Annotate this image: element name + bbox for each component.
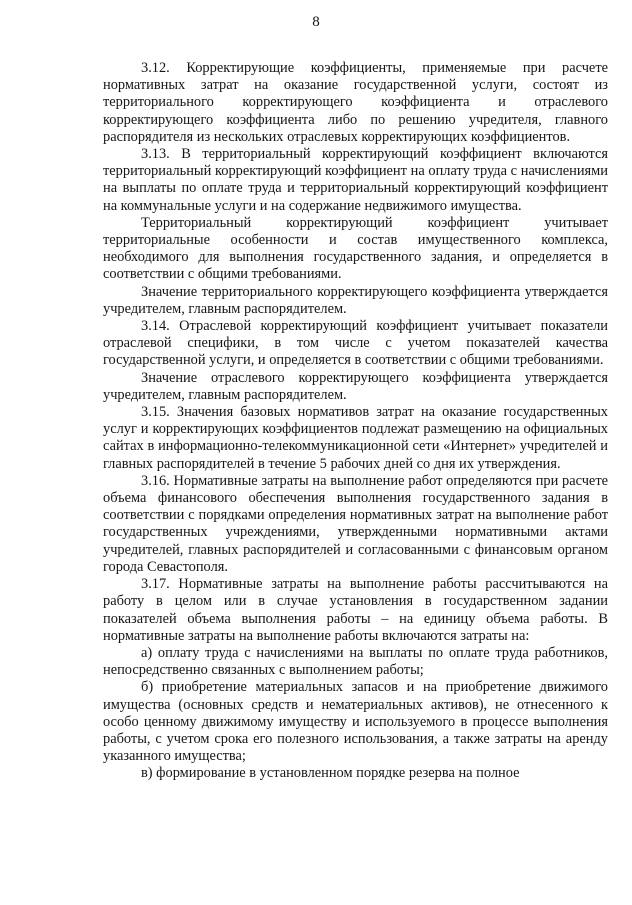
paragraph-territorial-value: Значение территориального корректирующего коэффициента утверждается учредителем, главным распорядителем.	[103, 283, 608, 317]
paragraph-3-13: 3.13. В территориальный корректирующий коэффициент включаются территориальный корректирующий коэффициент на оплату труда с начислениями на выплаты по оплате труда и территориальный корректирующий коэффициент на коммунальные услуги и на содержание недвижимого имущества.	[103, 146, 608, 214]
paragraph-3-17: 3.17. Нормативные затраты на выполнение работы рассчитываются на работу в целом или в случае установления в государственном задании показателей объема выполнения работы – на единицу объема работы. В нормативные затраты на выполнение работы включаются затраты на:	[103, 576, 608, 644]
paragraph-3-14: 3.14. Отраслевой корректирующий коэффициент учитывает показатели отраслевой специфики, в том числе с учетом показателей качества государственной услуги, и определяется в соответствии с общими требованиями.	[103, 318, 608, 369]
paragraph-territorial-coefficient: Территориальный корректирующий коэффициент учитывает территориальные особенности и состав имущественного комплекса, необходимого для выполнения государственного задания, и определяется в соответствии с общими требованиями.	[103, 214, 608, 283]
list-item-a: а) оплату труда с начислениями на выплаты по оплате труда работников, непосредственно связанных с выполнением работы;	[103, 644, 608, 679]
list-item-b: б) приобретение материальных запасов и на приобретение движимого имущества (основных средств и нематериальных активов), не отнесенного к особо ценному движимому имуществу и используемого в процессе выполнения работы, с учетом срока его полезного использования, а также затраты на аренду указанного имущества;	[103, 679, 608, 765]
paragraph-3-16: 3.16. Нормативные затраты на выполнение работ определяются при расчете объема финансового обеспечения выполнения государственного задания в соответствии с порядками определения нормативных затрат на выполнение работ государственных учреждениями, утвержденными нормативными актами учредителей, главных распорядителей и согласованными с финансовым органом города Севастополя.	[103, 472, 608, 575]
paragraph-3-12: 3.12. Корректирующие коэффициенты, применяемые при расчете нормативных затрат на оказание государственной услуги, состоят из территориального корректирующего коэффициента и отраслевого корректирующего коэффициента либо по решению учредителя, главного распорядителя из нескольких отраслевых корректирующих коэффициентов.	[103, 60, 608, 145]
document-body	[103, 60, 608, 783]
paragraph-3-15: 3.15. Значения базовых нормативов затрат на оказание государственных услуг и корректирующих коэффициентов подлежат размещению на официальных сайтах в информационно-телекоммуникационной сети «Интернет» учредителей и главных распорядителей в течение 5 рабочих дней со дня их утверждения.	[103, 404, 608, 472]
list-item-v: в) формирование в установленном порядке резерва на полное	[141, 765, 520, 782]
page-number: 8	[312, 14, 320, 30]
paragraph-sectoral-value: Значение отраслевого корректирующего коэффициента утверждается учредителем, главным распорядителем.	[103, 369, 608, 403]
